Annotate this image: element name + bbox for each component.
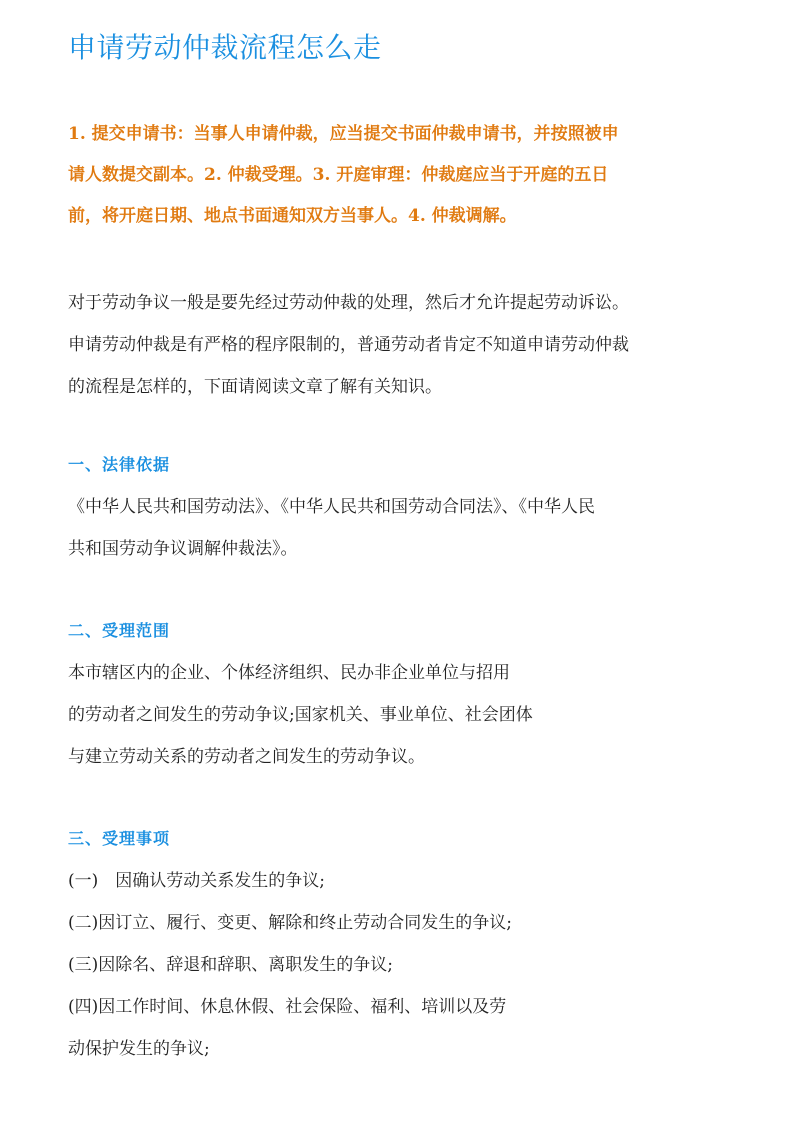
section-heading: 二、受理范围 bbox=[68, 621, 171, 640]
section-heading: 一、法律依据 bbox=[68, 455, 171, 474]
section-legal-basis bbox=[68, 452, 738, 570]
section-line: 与建立劳动关系的劳动者之间发生的劳动争议。 bbox=[68, 747, 425, 767]
section-matters bbox=[68, 826, 738, 1070]
section-heading: 三、受理事项 bbox=[68, 829, 171, 848]
section-scope bbox=[68, 618, 738, 778]
page-title: 申请劳动仲裁流程怎么走 bbox=[68, 31, 382, 64]
section-line: (四)因工作时间、休息休假、社会保险、福利、培训以及劳 bbox=[68, 997, 507, 1017]
section-line: 《中华人民共和国劳动法》、《中华人民共和国劳动合同法》、《中华人民 bbox=[68, 497, 595, 517]
intro-line: 的流程是怎样的，下面请阅读文章了解有关知识。 bbox=[68, 377, 442, 397]
summary-line: 1. 提交申请书：当事人申请仲裁，应当提交书面仲裁申请书，并按照被申 bbox=[68, 124, 619, 144]
section-line: 共和国劳动争议调解仲裁法》。 bbox=[68, 539, 298, 559]
section-line: 的劳动者之间发生的劳动争议;国家机关、事业单位、社会团体 bbox=[68, 705, 533, 725]
summary-line: 前，将开庭日期、地点书面通知双方当事人。4. 仲裁调解。 bbox=[68, 206, 517, 226]
section-line: (一) 因确认劳动关系发生的争议; bbox=[68, 871, 325, 891]
section-line: (二)因订立、履行、变更、解除和终止劳动合同发生的争议; bbox=[68, 913, 512, 933]
intro-line: 申请劳动仲裁是有严格的程序限制的，普通劳动者肯定不知道申请劳动仲裁 bbox=[68, 335, 629, 355]
summary-line: 请人数提交副本。2. 仲裁受理。3. 开庭审理：仲裁庭应当于开庭的五日 bbox=[68, 165, 609, 185]
summary-block bbox=[68, 114, 728, 237]
section-line: 本市辖区内的企业、个体经济组织、民办非企业单位与招用 bbox=[68, 663, 510, 683]
intro-line: 对于劳动争议一般是要先经过劳动仲裁的处理，然后才允许提起劳动诉讼。 bbox=[68, 293, 629, 313]
section-line: (三)因除名、辞退和辞职、离职发生的争议; bbox=[68, 955, 393, 975]
section-line: 动保护发生的争议; bbox=[68, 1039, 210, 1059]
intro-paragraph bbox=[68, 282, 738, 408]
